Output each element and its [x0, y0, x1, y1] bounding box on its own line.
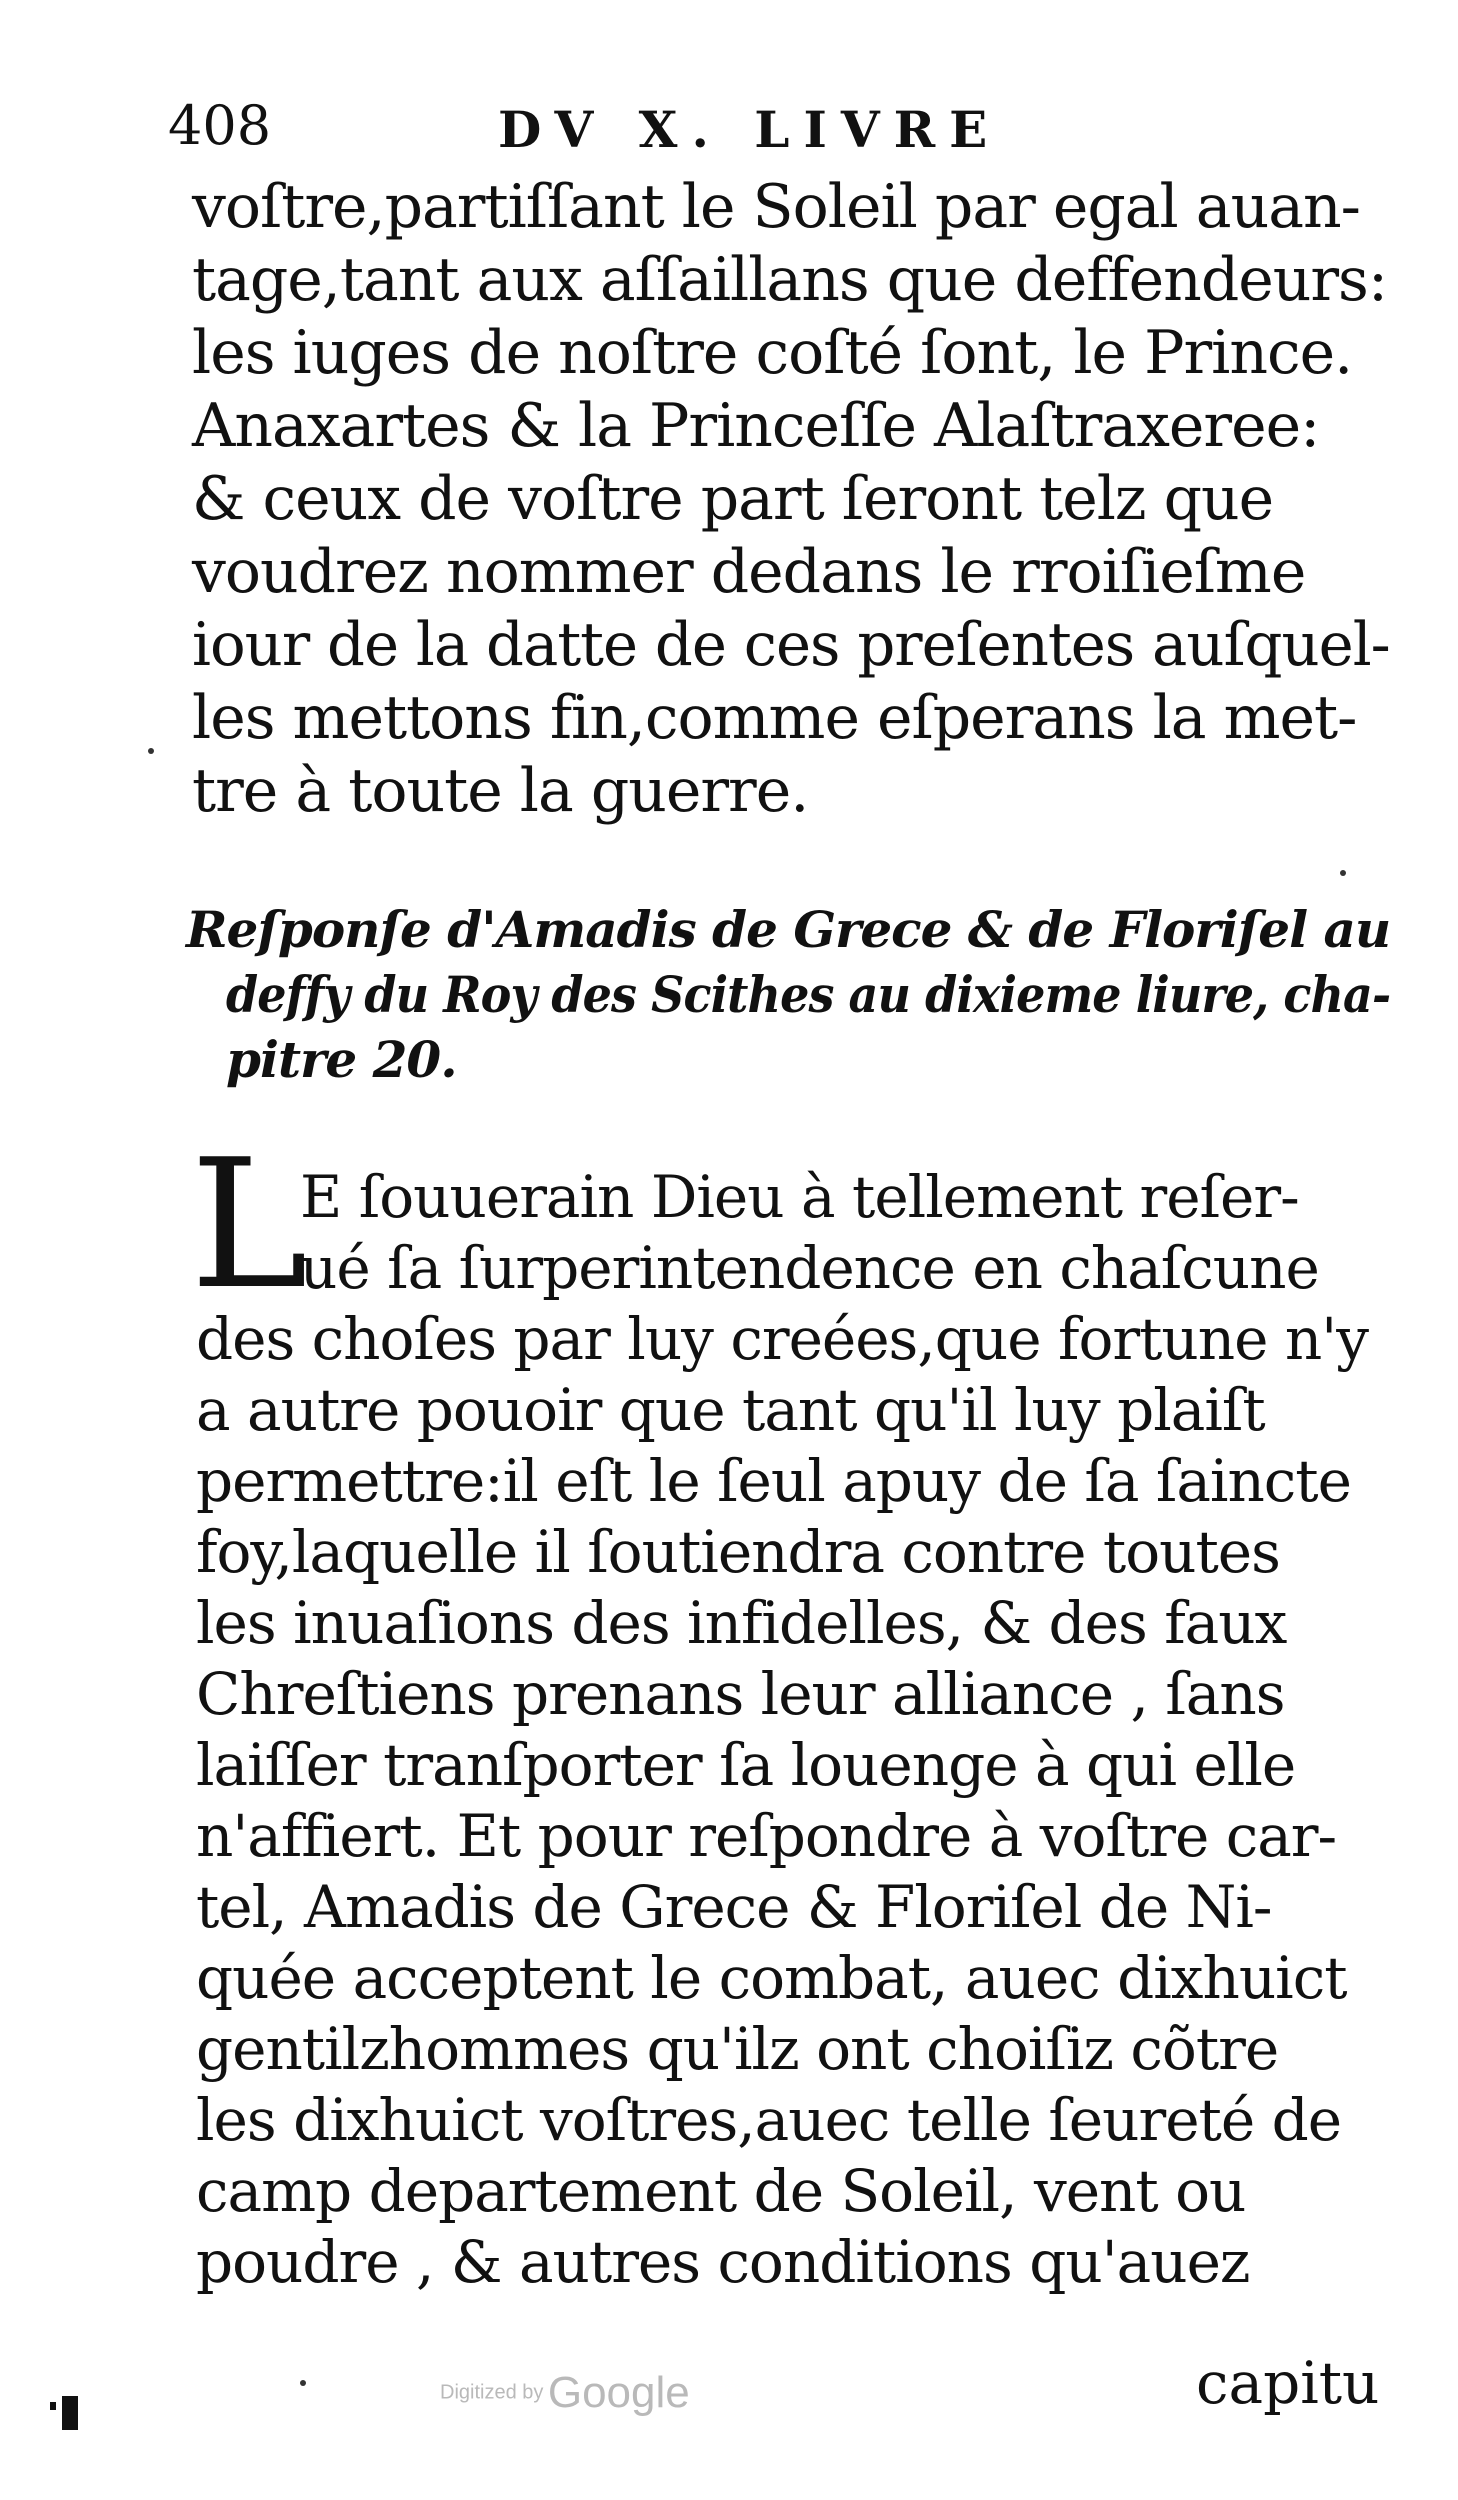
body-line-1: E ſouuerain Dieu à tellement reſer- [300, 1163, 1299, 1231]
body-line-15: camp departement de Soleil, vent ou [196, 2157, 1246, 2225]
body-line-4: a autre pouoir que tant qu'il luy plaiſt [196, 1376, 1265, 1444]
text-line-9: tre à toute la guerre. [192, 756, 809, 826]
rubric-line-1: Reſponſe d'Amadis de Grece & de Floriſel au [186, 900, 1391, 959]
body-line-10: n'affiert. Et pour reſpondre à voſtre car- [196, 1802, 1337, 1870]
text-line-1: voſtre,partiſſant le Soleil par egal auan- [192, 172, 1360, 242]
stray-dot-icon [300, 2380, 306, 2386]
text-line-6: voudrez nommer dedans le rroiſieſme [192, 537, 1306, 607]
text-line-5: & ceux de voſtre part ſeront telz que [192, 464, 1274, 534]
margin-ink-mark-icon [48, 2390, 84, 2436]
running-title: DV X. LIVRE [498, 100, 1002, 159]
text-line-7: iour de la datte de ces preſentes auſquel- [192, 610, 1390, 680]
text-line-4: Anaxartes & la Princeſſe Alaſtraxeree: [192, 391, 1320, 461]
body-line-7: les inuaſions des infidelles, & des faux [196, 1589, 1287, 1657]
body-line-14: les dixhuict voſtres,auec telle ſeureté de [196, 2086, 1342, 2154]
stray-dot-icon [1340, 870, 1346, 876]
watermark-brand: Google [547, 2368, 690, 2417]
catchword: capitu [1196, 2349, 1380, 2417]
body-line-3: des choſes par luy creées,que fortune n'y [196, 1305, 1368, 1373]
body-line-2: ué ſa ſurperintendence en chaſcune [300, 1234, 1319, 1302]
body-line-12: quée acceptent le combat, auec dixhuict [196, 1944, 1347, 2012]
stray-dot-icon [148, 748, 154, 754]
text-line-2: tage,tant aux aſſaillans que deffendeurs: [192, 245, 1388, 315]
body-line-6: foy,laquelle il ſoutiendra contre toutes [196, 1518, 1280, 1586]
watermark-prefix: Digitized by [440, 2381, 544, 2404]
text-line-8: les mettons fin,comme eſperans la met- [192, 683, 1357, 753]
rubric-line-3: pitre 20. [226, 1030, 457, 1089]
body-line-5: permettre:il eſt le ſeul apuy de ſa ſaincte [196, 1447, 1351, 1515]
drop-cap: L [190, 1121, 309, 1328]
body-line-13: gentilzhommes qu'ilz ont choiſiz cõtre [196, 2015, 1279, 2083]
body-line-16: poudre , & autres conditions qu'auez [196, 2228, 1250, 2296]
text-line-3: les iuges de noſtre coſté ſont, le Prince. [192, 318, 1353, 388]
body-line-11: tel, Amadis de Grece & Floriſel de Ni- [196, 1873, 1272, 1941]
page-number: 408 [168, 94, 272, 157]
body-line-9: laiſſer tranſporter ſa louenge à qui elle [196, 1731, 1296, 1799]
rubric-line-2: deffy du Roy des Scithes au dixieme liure, cha- [226, 965, 1391, 1024]
body-line-8: Chreſtiens prenans leur alliance , ſans [196, 1660, 1285, 1728]
digitized-watermark [440, 2368, 690, 2418]
